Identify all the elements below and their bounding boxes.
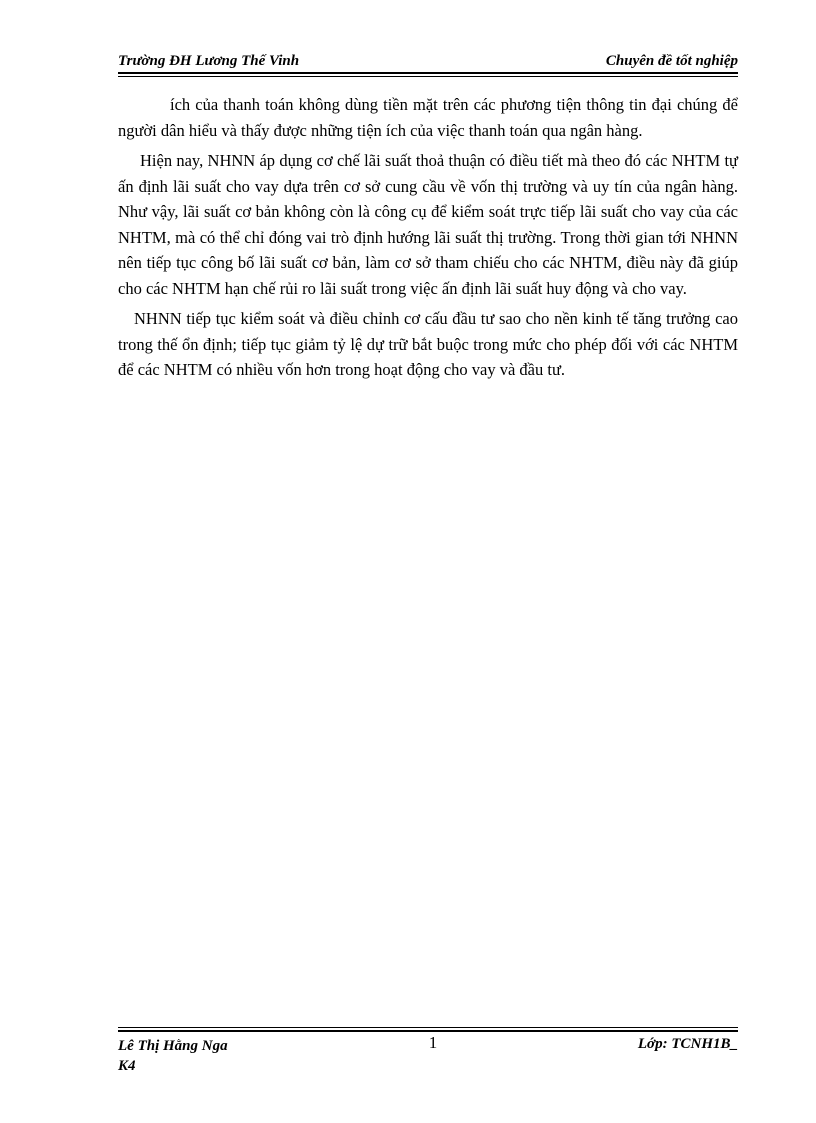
page-number: 1 — [428, 1033, 438, 1052]
paragraph-1: ích của thanh toán không dùng tiền mặt trên các phương tiện thông tin đại chúng để người dân hiểu và thấy được những tiện ích của việc thanh toán qua ngân hàng. — [118, 95, 738, 140]
footer-author — [118, 1036, 258, 1076]
page-header — [118, 53, 738, 70]
footer-class: Lớp: TCNH1B_ — [637, 1036, 738, 1052]
header-school-name: Trường ĐH Lương Thế Vinh — [118, 53, 300, 69]
header-document-type: Chuyên đề tốt nghiệp — [605, 53, 738, 69]
header-divider — [118, 72, 738, 74]
footer-author-name: Lê Thị Hằng Nga — [118, 1038, 228, 1054]
header-divider-thin — [118, 76, 738, 77]
footer-divider-thin — [118, 1027, 738, 1028]
paragraph-3: NHNN tiếp tục kiểm soát và điều chỉnh cơ cấu đầu tư sao cho nền kinh tế tăng trưởng cao trong thế ổn định; tiếp tục giảm tỷ lệ dự trữ bắt buộc trong mức cho phép đối với các NHTM để các NHTM có nhiều vốn hơn trong hoạt động cho vay và đầu tư. — [118, 309, 738, 379]
footer-divider — [118, 1030, 738, 1032]
footer-author-cohort: K4 — [118, 1058, 136, 1074]
paragraph-2: Hiện nay, NHNN áp dụng cơ chế lãi suất thoả thuận có điều tiết mà theo đó các NHTM tự ấn định lãi suất cho vay dựa trên cơ sở cung cầu về vốn thị trường và uy tín của ngân hàng. Như vậy, lãi suất cơ bản không còn là công cụ để kiểm soát trực tiếp lãi suất cho vay của các NHTM, mà có thể chỉ đóng vai trò định hướng lãi suất thị trường. Trong thời gian tới NHNN nên tiếp tục công bố lãi suất cơ bản, làm cơ sở tham chiếu cho các NHTM, điều này đã giúp cho các NHTM hạn chế rủi ro lãi suất trong việc ấn định lãi suất huy động và cho vay. — [118, 151, 738, 298]
body-text — [118, 92, 738, 388]
